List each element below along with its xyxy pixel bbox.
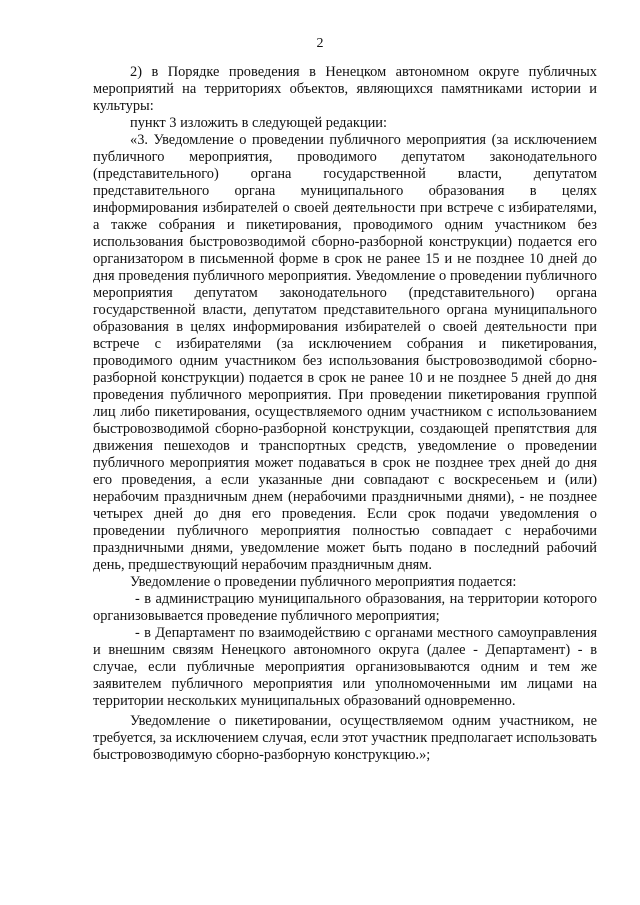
single-picket-paragraph: Уведомление о пикетировании, осуществляемом одним участником, не требуется, за исключением случая, если этот участник предполагает использовать быстровозводимую сборно-разборную конструкцию.»; bbox=[93, 713, 597, 763]
notification-submitted-heading: Уведомление о проведении публичного мероприятия подается: bbox=[130, 574, 517, 590]
amendment-instruction: пункт 3 изложить в следующей редакции: bbox=[130, 115, 387, 131]
list-item-administration: - в администрацию муниципального образования, на территории которого организовывается проведение публичного мероприятия; bbox=[93, 591, 597, 624]
amendment-item-2: 2) в Порядке проведения в Ненецком автономном округе публичных мероприятий на территориях объектов, являющихся памятниками истории и культуры: bbox=[93, 64, 597, 114]
page-number: 2 bbox=[316, 36, 324, 51]
list-item-department: - в Департамент по взаимодействию с органами местного самоуправления и внешним связям Ненецкого автономного округа (далее - Департамент) - в случае, если публичные мероприятия организовываются одним и тем же заявителем публичного мероприятия или уполномоченными им лицами на территории нескольких муниципальных образований одновременно. bbox=[93, 625, 597, 709]
clause-3-text: «3. Уведомление о проведении публичного мероприятия (за исключением публичного мероприятия, проводимого депутатом законодательного (представительного) органа государственной власти, депутатом представительного органа муниципального образования в целях информирования избирателей о своей деятельности при встрече с избирателями, а также собрания и пикетирования, проводимого одним участником без использования быстровозводимой сборно-разборной конструкции) подается его организатором в письменной форме в срок не ранее 15 и не позднее 10 дней до дня проведения публичного мероприятия. Уведомление о проведении публичного мероприятия депутатом законодательного (представительного) органа государственной власти, депутатом представительного органа муниципального образования в целях информирования избирателей о своей деятельности при встрече с избирателями (за исключением собрания и пикетирования, проводимого одним участником без использования быстровозводимой сборно-разборной конструкции) подается в срок не ранее 10 и не позднее 5 дней до дня проведения публичного мероприятия. При проведении пикетирования группой лиц либо пикетирования, осуществляемого одним участником с использованием быстровозводимой сборно-разборной конструкции, создающей препятствия для движения пешеходов и транспортных средств, уведомление о проведении публичного мероприятия может подаваться в срок не позднее трех дней до дня его проведения, а если указанные дни совпадают с воскресеньем и (или) нерабочим праздничным днем (нерабочими праздничными днями), - не позднее четырех дней до дня его проведения. Если срок подачи уведомления о проведении публичного мероприятия полностью совпадает с нерабочими праздничными днями, уведомление может быть подано в последний рабочий день, предшествующий нерабочим праздничным дням. bbox=[93, 132, 597, 573]
document-body bbox=[93, 64, 597, 764]
